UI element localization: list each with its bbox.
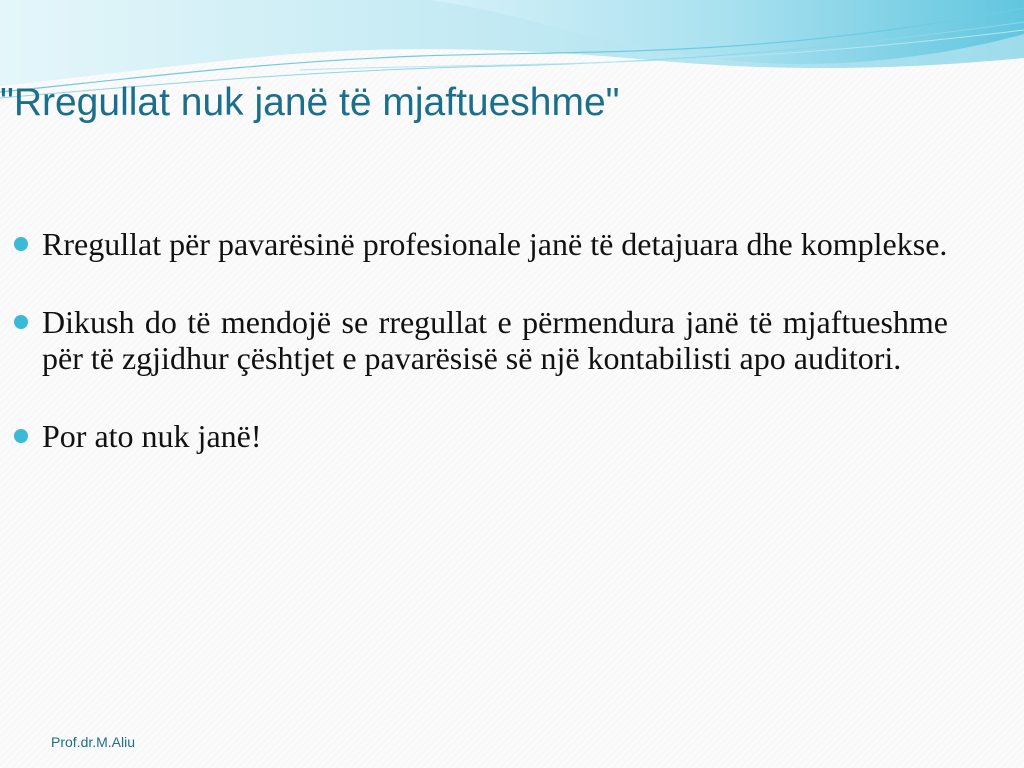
bullet-text: Rregullat për pavarësinë profesionale janë të detajuara dhe komplekse.	[42, 226, 948, 262]
bullet-list	[14, 226, 948, 454]
slide-title: "Rregullat nuk janë të mjaftueshme"	[0, 81, 620, 124]
bullet-text: Por ato nuk janë!	[42, 418, 262, 454]
bullet-item	[14, 304, 948, 376]
bullet-text: Dikush do të mendojë se rregullat e përmendura janë të mjaftueshme për të zgjidhur çështjet e pavarësisë së një kontabilisti apo auditori.	[42, 304, 948, 376]
bullet-item	[14, 418, 948, 454]
footer-author: Prof.dr.M.Aliu	[51, 734, 136, 750]
bullet-item	[14, 226, 948, 262]
bullet-icon	[14, 237, 28, 251]
bullet-icon	[14, 429, 28, 443]
bullet-icon	[14, 315, 28, 329]
